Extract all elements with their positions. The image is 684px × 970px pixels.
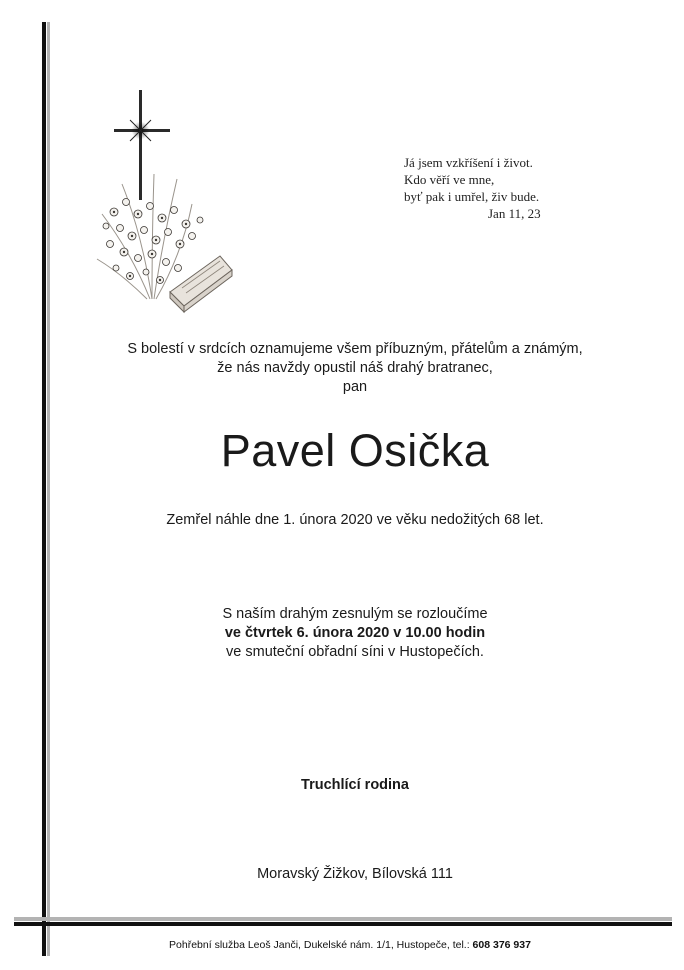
border-line-vertical-grey: [47, 22, 50, 956]
announcement-intro: [60, 340, 650, 397]
verse-line: Já jsem vzkříšení i život.: [404, 155, 533, 170]
intro-line: že nás navždy opustil náš drahý bratranec,: [217, 360, 493, 376]
verse-reference: Jan 11, 23: [488, 206, 541, 221]
death-line: Zemřel náhle dne 1. února 2020 ve věku nedožitých 68 let.: [166, 512, 544, 528]
mourners: Truchlící rodina: [301, 777, 409, 793]
intro-line: S bolestí v srdcích oznamujeme všem příbuzným, přátelům a známým,: [127, 341, 583, 357]
verse-line: byť pak i umřel, živ bude.: [404, 189, 540, 204]
intro-line: pan: [342, 379, 368, 395]
deceased-name: Pavel Osička: [220, 425, 490, 476]
border-line-horizontal-black: [14, 922, 672, 926]
funeral-line: S naším drahým zesnulým se rozloučíme: [222, 606, 488, 622]
cross-flowers-bible-icon: [92, 84, 237, 319]
border-line-horizontal-grey: [14, 917, 672, 921]
funeral-venue: ve smuteční obřadní síni v Hustopečích.: [226, 644, 484, 660]
funeral-details: [60, 605, 650, 662]
footer-text: Pohřební služba Leoš Janči, Dukelské nám. 1/1, Hustopeče, tel.:: [169, 939, 470, 951]
border-line-vertical-black: [42, 22, 46, 956]
bible-verse: [404, 154, 541, 222]
address: Moravský Žižkov, Bílovská 111: [257, 866, 453, 882]
verse-line: Kdo věří ve mne,: [404, 172, 495, 187]
footer-phone: 608 376 937: [472, 939, 531, 951]
funeral-service-footer: [60, 939, 640, 951]
funeral-date-time: ve čtvrtek 6. února 2020 v 10.00 hodin: [224, 625, 486, 641]
